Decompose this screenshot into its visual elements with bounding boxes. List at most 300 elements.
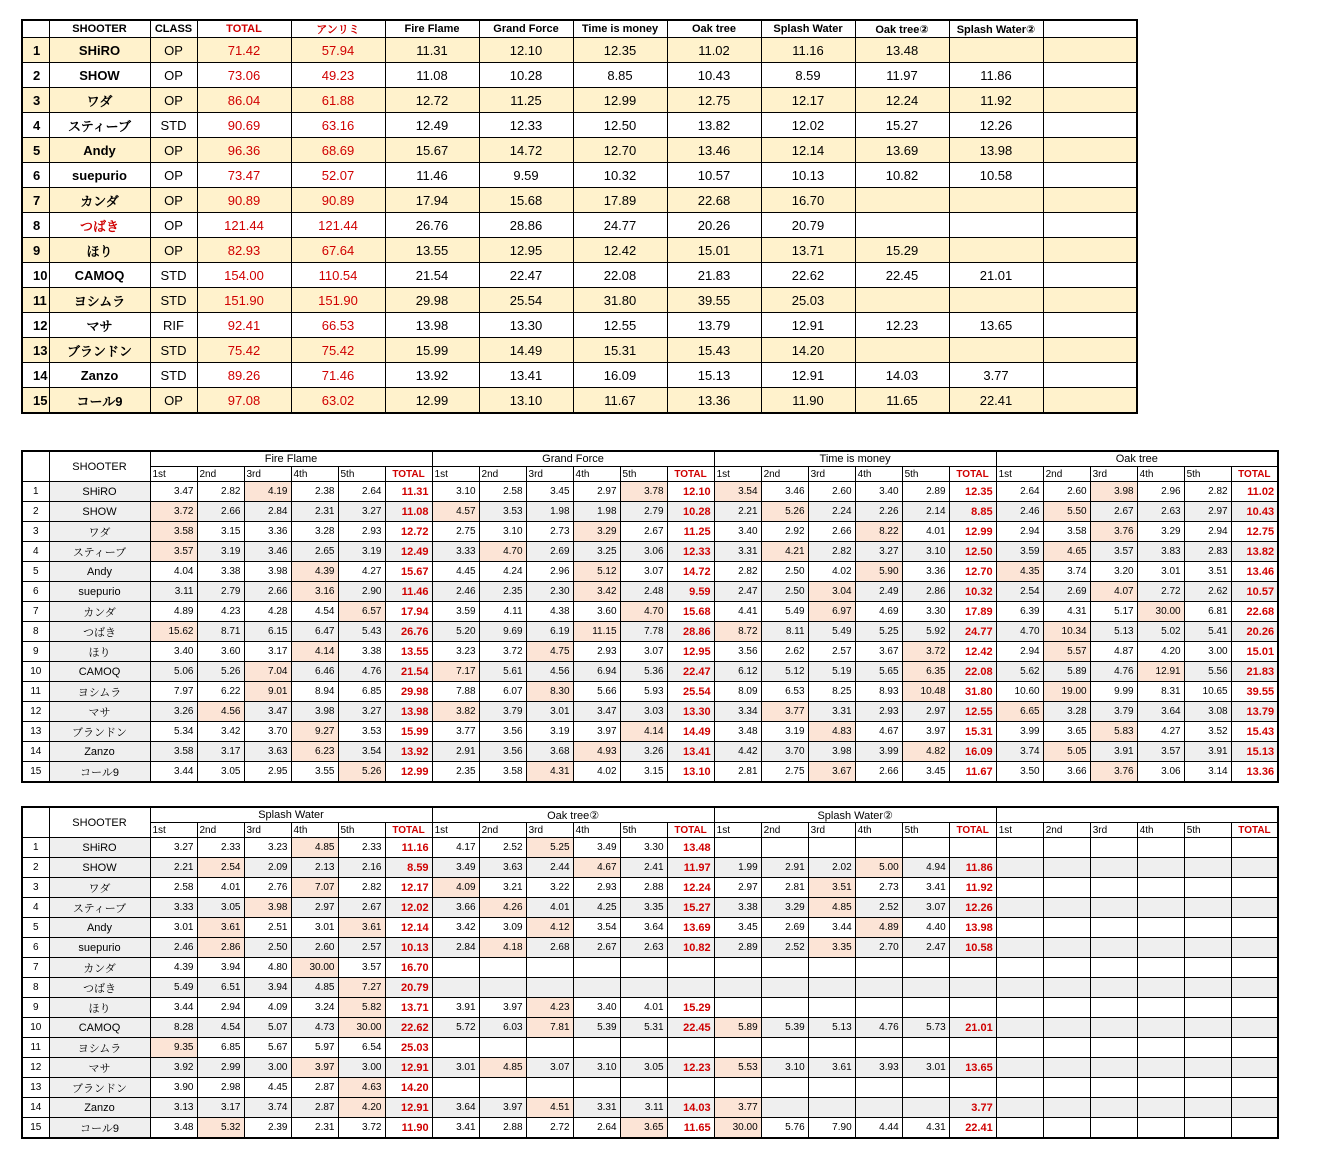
shooter-row bbox=[22, 1098, 1278, 1118]
round-header: 3rd bbox=[526, 823, 573, 838]
round-header: 4th bbox=[291, 467, 338, 482]
round-time-cell: 4.25 bbox=[573, 898, 620, 918]
round-time-cell: 2.33 bbox=[338, 838, 385, 858]
summary-cell: 12.99 bbox=[385, 388, 479, 414]
round-time-cell bbox=[573, 1078, 620, 1098]
summary-cell: 15.27 bbox=[855, 113, 949, 138]
round-time-cell bbox=[855, 958, 902, 978]
round-time-cell: 4.14 bbox=[620, 722, 667, 742]
summary-cell: 13.79 bbox=[667, 313, 761, 338]
round-time-cell: 3.10 bbox=[902, 542, 949, 562]
summary-header-cell: アンリミ bbox=[291, 20, 385, 38]
row-index: 2 bbox=[22, 502, 49, 522]
round-time-cell: 4.51 bbox=[526, 1098, 573, 1118]
round-time-cell: 2.47 bbox=[902, 938, 949, 958]
round-time-cell bbox=[1184, 898, 1231, 918]
round-time-cell: 2.94 bbox=[996, 522, 1043, 542]
round-time-cell: 3.74 bbox=[1043, 562, 1090, 582]
round-time-cell bbox=[714, 1038, 761, 1058]
stage-total-cell: 12.24 bbox=[667, 878, 714, 898]
summary-cell: 17.94 bbox=[385, 188, 479, 213]
stage-total-cell: 13.71 bbox=[385, 998, 432, 1018]
round-time-cell bbox=[1137, 1098, 1184, 1118]
round-time-cell: 2.93 bbox=[573, 878, 620, 898]
summary-cell: Andy bbox=[49, 138, 150, 163]
summary-cell: 10.58 bbox=[949, 163, 1043, 188]
round-time-cell: 3.33 bbox=[150, 898, 197, 918]
row-index: 3 bbox=[22, 878, 49, 898]
summary-cell: 121.44 bbox=[197, 213, 291, 238]
round-time-cell: 5.26 bbox=[338, 762, 385, 783]
shooter-name: Zanzo bbox=[49, 742, 150, 762]
round-time-cell: 4.09 bbox=[244, 998, 291, 1018]
round-time-cell: 3.91 bbox=[1090, 742, 1137, 762]
round-time-cell: 4.27 bbox=[1137, 722, 1184, 742]
round-time-cell: 3.59 bbox=[432, 602, 479, 622]
round-header: 1st bbox=[150, 823, 197, 838]
summary-cell bbox=[1043, 163, 1137, 188]
round-time-cell: 2.38 bbox=[291, 482, 338, 502]
round-time-cell bbox=[1090, 938, 1137, 958]
summary-cell: 21.83 bbox=[667, 263, 761, 288]
summary-cell: 71.46 bbox=[291, 363, 385, 388]
round-time-cell: 4.44 bbox=[855, 1118, 902, 1139]
summary-cell: 13.41 bbox=[479, 363, 573, 388]
round-time-cell: 4.39 bbox=[291, 562, 338, 582]
round-time-cell: 4.56 bbox=[197, 702, 244, 722]
row-index: 5 bbox=[22, 918, 49, 938]
stage-total-cell: 13.69 bbox=[667, 918, 714, 938]
summary-cell: OP bbox=[150, 213, 197, 238]
round-time-cell: 2.84 bbox=[244, 502, 291, 522]
summary-cell: マサ bbox=[49, 313, 150, 338]
summary-cell: 26.76 bbox=[385, 213, 479, 238]
round-time-cell: 5.92 bbox=[902, 622, 949, 642]
shooter-row bbox=[22, 958, 1278, 978]
stage-total-cell: 13.65 bbox=[949, 1058, 996, 1078]
round-time-cell: 5.65 bbox=[855, 662, 902, 682]
round-time-cell: 30.00 bbox=[714, 1118, 761, 1139]
stage-total-cell: 13.79 bbox=[1231, 702, 1278, 722]
summary-cell: 12.10 bbox=[479, 38, 573, 63]
stage-total-cell bbox=[1231, 878, 1278, 898]
round-time-cell: 4.28 bbox=[244, 602, 291, 622]
round-time-cell bbox=[1184, 958, 1231, 978]
summary-cell: 20.26 bbox=[667, 213, 761, 238]
shooter-row bbox=[22, 662, 1278, 682]
shooter-name: Zanzo bbox=[49, 1098, 150, 1118]
index-header bbox=[22, 807, 49, 838]
round-time-cell bbox=[855, 998, 902, 1018]
stage-total-cell: 13.92 bbox=[385, 742, 432, 762]
round-time-cell: 2.97 bbox=[714, 878, 761, 898]
round-time-cell: 3.99 bbox=[996, 722, 1043, 742]
round-header: 4th bbox=[855, 467, 902, 482]
stage-total-cell: 15.68 bbox=[667, 602, 714, 622]
round-time-cell: 3.27 bbox=[338, 502, 385, 522]
summary-cell: 12.23 bbox=[855, 313, 949, 338]
round-time-cell bbox=[996, 1078, 1043, 1098]
round-time-cell: 3.06 bbox=[620, 542, 667, 562]
round-header: 4th bbox=[855, 823, 902, 838]
round-time-cell: 3.74 bbox=[996, 742, 1043, 762]
round-time-cell: 5.19 bbox=[808, 662, 855, 682]
stage-total-cell: 13.98 bbox=[385, 702, 432, 722]
summary-cell: 6 bbox=[22, 163, 49, 188]
round-header: 1st bbox=[432, 467, 479, 482]
round-time-cell bbox=[573, 1038, 620, 1058]
round-time-cell: 3.47 bbox=[244, 702, 291, 722]
round-time-cell: 4.94 bbox=[902, 858, 949, 878]
stage-total-cell: 31.80 bbox=[949, 682, 996, 702]
summary-row bbox=[22, 88, 1137, 113]
round-time-cell: 9.27 bbox=[291, 722, 338, 742]
summary-cell: 73.06 bbox=[197, 63, 291, 88]
round-time-cell bbox=[1090, 1118, 1137, 1139]
round-time-cell: 2.73 bbox=[526, 522, 573, 542]
round-header: 5th bbox=[338, 823, 385, 838]
summary-cell: 49.23 bbox=[291, 63, 385, 88]
stage-header-row bbox=[22, 807, 1278, 823]
round-time-cell: 3.10 bbox=[479, 522, 526, 542]
round-time-cell: 5.76 bbox=[761, 1118, 808, 1139]
summary-header-cell: Grand Force bbox=[479, 20, 573, 38]
round-time-cell: 3.68 bbox=[526, 742, 573, 762]
round-time-cell bbox=[996, 1098, 1043, 1118]
round-header: 2nd bbox=[197, 823, 244, 838]
round-time-cell: 3.44 bbox=[150, 998, 197, 1018]
round-time-cell bbox=[996, 878, 1043, 898]
round-time-cell: 4.82 bbox=[902, 742, 949, 762]
round-time-cell: 4.76 bbox=[338, 662, 385, 682]
round-time-cell: 4.01 bbox=[197, 878, 244, 898]
round-time-cell: 6.12 bbox=[714, 662, 761, 682]
shooter-row bbox=[22, 1038, 1278, 1058]
round-time-cell: 3.20 bbox=[1090, 562, 1137, 582]
round-time-cell: 5.53 bbox=[714, 1058, 761, 1078]
summary-cell: 14.72 bbox=[479, 138, 573, 163]
row-index: 15 bbox=[22, 762, 49, 783]
summary-header-cell bbox=[22, 20, 49, 38]
stage-total-cell bbox=[1231, 938, 1278, 958]
round-time-cell: 5.32 bbox=[197, 1118, 244, 1139]
shooter-row bbox=[22, 1078, 1278, 1098]
round-time-cell: 2.46 bbox=[150, 938, 197, 958]
round-time-cell: 4.69 bbox=[855, 602, 902, 622]
round-time-cell: 4.75 bbox=[526, 642, 573, 662]
round-time-cell: 3.38 bbox=[338, 642, 385, 662]
round-time-cell: 4.39 bbox=[150, 958, 197, 978]
round-time-cell: 5.49 bbox=[808, 622, 855, 642]
round-time-cell: 2.16 bbox=[338, 858, 385, 878]
round-time-cell: 3.72 bbox=[150, 502, 197, 522]
round-time-cell: 2.63 bbox=[620, 938, 667, 958]
stage-total-cell: 15.67 bbox=[385, 562, 432, 582]
round-time-cell: 2.69 bbox=[1043, 582, 1090, 602]
round-time-cell: 2.95 bbox=[244, 762, 291, 783]
stage-total-cell bbox=[1231, 918, 1278, 938]
round-time-cell: 6.85 bbox=[338, 682, 385, 702]
summary-cell: ワダ bbox=[49, 88, 150, 113]
round-time-cell: 3.64 bbox=[1137, 702, 1184, 722]
round-time-cell: 3.58 bbox=[1043, 522, 1090, 542]
round-time-cell: 4.26 bbox=[479, 898, 526, 918]
summary-cell: スティーブ bbox=[49, 113, 150, 138]
round-time-cell: 3.19 bbox=[197, 542, 244, 562]
stage-total-cell: 29.98 bbox=[385, 682, 432, 702]
round-time-cell: 2.94 bbox=[1184, 522, 1231, 542]
round-time-cell: 4.65 bbox=[1043, 542, 1090, 562]
round-time-cell: 3.59 bbox=[996, 542, 1043, 562]
summary-cell bbox=[1043, 313, 1137, 338]
shooter-name: ほり bbox=[49, 998, 150, 1018]
summary-row bbox=[22, 213, 1137, 238]
round-time-cell: 3.72 bbox=[338, 1118, 385, 1139]
round-header: 4th bbox=[1137, 823, 1184, 838]
round-time-cell: 3.60 bbox=[573, 602, 620, 622]
round-time-cell: 4.41 bbox=[714, 602, 761, 622]
summary-cell: 12.49 bbox=[385, 113, 479, 138]
shooter-name: SHiRO bbox=[49, 482, 150, 502]
stage-total-cell: 21.54 bbox=[385, 662, 432, 682]
round-time-cell bbox=[1090, 838, 1137, 858]
round-time-cell: 3.00 bbox=[338, 1058, 385, 1078]
round-header: 3rd bbox=[808, 467, 855, 482]
round-time-cell bbox=[808, 1098, 855, 1118]
stage-total-cell: 12.70 bbox=[949, 562, 996, 582]
round-time-cell: 3.65 bbox=[1043, 722, 1090, 742]
stage-total-cell: 25.03 bbox=[385, 1038, 432, 1058]
shooter-row bbox=[22, 702, 1278, 722]
shooter-name: SHOW bbox=[49, 502, 150, 522]
round-time-cell: 2.50 bbox=[761, 582, 808, 602]
summary-cell: CAMOQ bbox=[49, 263, 150, 288]
summary-header-cell: Oak tree bbox=[667, 20, 761, 38]
round-time-cell: 4.85 bbox=[479, 1058, 526, 1078]
total-header: TOTAL bbox=[667, 823, 714, 838]
summary-cell: 90.89 bbox=[291, 188, 385, 213]
round-time-cell: 3.01 bbox=[902, 1058, 949, 1078]
round-time-cell: 2.48 bbox=[620, 582, 667, 602]
stage-total-cell: 12.99 bbox=[949, 522, 996, 542]
round-time-cell: 8.09 bbox=[714, 682, 761, 702]
round-time-cell: 8.72 bbox=[714, 622, 761, 642]
round-time-cell: 3.64 bbox=[432, 1098, 479, 1118]
total-header: TOTAL bbox=[949, 467, 996, 482]
stage-total-cell: 39.55 bbox=[1231, 682, 1278, 702]
summary-cell: 15.43 bbox=[667, 338, 761, 363]
summary-row bbox=[22, 38, 1137, 63]
round-header: 3rd bbox=[1090, 467, 1137, 482]
summary-cell: 11.90 bbox=[761, 388, 855, 414]
round-time-cell: 2.86 bbox=[197, 938, 244, 958]
round-time-cell: 4.45 bbox=[244, 1078, 291, 1098]
total-header: TOTAL bbox=[949, 823, 996, 838]
round-time-cell: 3.36 bbox=[902, 562, 949, 582]
stage-total-cell: 11.86 bbox=[949, 858, 996, 878]
round-time-cell: 4.02 bbox=[808, 562, 855, 582]
summary-cell bbox=[1043, 138, 1137, 163]
round-time-cell: 2.94 bbox=[996, 642, 1043, 662]
round-time-cell: 4.02 bbox=[573, 762, 620, 783]
summary-cell bbox=[1043, 213, 1137, 238]
round-time-cell: 2.35 bbox=[479, 582, 526, 602]
round-time-cell: 3.63 bbox=[244, 742, 291, 762]
round-time-cell: 3.98 bbox=[244, 562, 291, 582]
stage-total-cell: 12.33 bbox=[667, 542, 714, 562]
round-time-cell: 5.34 bbox=[150, 722, 197, 742]
summary-cell: 12.99 bbox=[573, 88, 667, 113]
stage-total-cell: 8.59 bbox=[385, 858, 432, 878]
round-time-cell: 3.97 bbox=[291, 1058, 338, 1078]
round-time-cell bbox=[808, 1038, 855, 1058]
summary-cell: 11.31 bbox=[385, 38, 479, 63]
row-index: 10 bbox=[22, 662, 49, 682]
round-time-cell bbox=[1184, 998, 1231, 1018]
shooter-row bbox=[22, 742, 1278, 762]
round-time-cell bbox=[1090, 978, 1137, 998]
round-time-cell: 3.38 bbox=[714, 898, 761, 918]
summary-cell: 11 bbox=[22, 288, 49, 313]
round-time-cell: 3.26 bbox=[150, 702, 197, 722]
round-time-cell: 3.45 bbox=[902, 762, 949, 783]
stage-total-cell: 20.26 bbox=[1231, 622, 1278, 642]
shooter-row bbox=[22, 602, 1278, 622]
shooter-name: ヨシムラ bbox=[49, 682, 150, 702]
summary-cell: 15.99 bbox=[385, 338, 479, 363]
summary-cell: 2 bbox=[22, 63, 49, 88]
stage-total-cell: 12.42 bbox=[949, 642, 996, 662]
round-time-cell: 4.76 bbox=[855, 1018, 902, 1038]
round-time-cell: 6.35 bbox=[902, 662, 949, 682]
round-time-cell bbox=[1043, 918, 1090, 938]
round-time-cell bbox=[761, 1098, 808, 1118]
round-time-cell: 3.79 bbox=[479, 702, 526, 722]
round-time-cell: 6.65 bbox=[996, 702, 1043, 722]
summary-cell: 121.44 bbox=[291, 213, 385, 238]
round-header: 5th bbox=[1184, 467, 1231, 482]
stage-total-cell bbox=[949, 1038, 996, 1058]
total-header: TOTAL bbox=[1231, 823, 1278, 838]
round-time-cell bbox=[1137, 1018, 1184, 1038]
round-time-cell: 3.60 bbox=[197, 642, 244, 662]
summary-cell bbox=[855, 213, 949, 238]
row-index: 1 bbox=[22, 482, 49, 502]
round-time-cell: 5.82 bbox=[338, 998, 385, 1018]
stage-total-cell bbox=[1231, 1118, 1278, 1139]
round-time-cell: 4.18 bbox=[479, 938, 526, 958]
round-time-cell: 2.41 bbox=[620, 858, 667, 878]
round-time-cell bbox=[1184, 1098, 1231, 1118]
round-time-cell bbox=[1137, 978, 1184, 998]
summary-cell: 12.14 bbox=[761, 138, 855, 163]
round-time-cell: 4.19 bbox=[244, 482, 291, 502]
total-header: TOTAL bbox=[385, 467, 432, 482]
round-time-cell: 4.67 bbox=[573, 858, 620, 878]
round-time-cell: 3.78 bbox=[620, 482, 667, 502]
round-time-cell bbox=[902, 998, 949, 1018]
round-header: 2nd bbox=[479, 823, 526, 838]
round-time-cell: 3.40 bbox=[573, 998, 620, 1018]
summary-cell: 14.49 bbox=[479, 338, 573, 363]
round-header: 2nd bbox=[761, 467, 808, 482]
round-time-cell: 4.70 bbox=[996, 622, 1043, 642]
round-time-cell: 3.56 bbox=[714, 642, 761, 662]
round-time-cell bbox=[855, 1098, 902, 1118]
round-time-cell bbox=[526, 1078, 573, 1098]
summary-cell bbox=[1043, 113, 1137, 138]
row-index: 14 bbox=[22, 1098, 49, 1118]
round-time-cell bbox=[902, 978, 949, 998]
round-time-cell: 4.85 bbox=[291, 978, 338, 998]
summary-cell bbox=[1043, 263, 1137, 288]
round-time-cell bbox=[1043, 878, 1090, 898]
round-time-cell bbox=[573, 958, 620, 978]
shooter-row bbox=[22, 878, 1278, 898]
shooter-row bbox=[22, 502, 1278, 522]
round-time-cell: 5.41 bbox=[1184, 622, 1231, 642]
summary-cell: 66.53 bbox=[291, 313, 385, 338]
shooter-name: コール9 bbox=[49, 1118, 150, 1139]
row-index: 10 bbox=[22, 1018, 49, 1038]
round-time-cell: 5.61 bbox=[479, 662, 526, 682]
round-time-cell: 3.07 bbox=[620, 642, 667, 662]
summary-cell: 67.64 bbox=[291, 238, 385, 263]
shooter-row bbox=[22, 1118, 1278, 1139]
round-time-cell: 3.58 bbox=[479, 762, 526, 783]
round-time-cell bbox=[902, 1078, 949, 1098]
round-time-cell: 3.27 bbox=[855, 542, 902, 562]
round-time-cell: 2.94 bbox=[197, 998, 244, 1018]
row-index: 2 bbox=[22, 858, 49, 878]
summary-cell bbox=[949, 238, 1043, 263]
summary-cell bbox=[949, 213, 1043, 238]
round-time-cell bbox=[1043, 998, 1090, 1018]
summary-cell: 10.28 bbox=[479, 63, 573, 88]
round-time-cell bbox=[1137, 838, 1184, 858]
round-time-cell: 2.13 bbox=[291, 858, 338, 878]
round-time-cell: 3.49 bbox=[573, 838, 620, 858]
summary-cell: 13.82 bbox=[667, 113, 761, 138]
summary-cell: 10.13 bbox=[761, 163, 855, 188]
shooter-name: ブランドン bbox=[49, 1078, 150, 1098]
round-time-cell bbox=[620, 1078, 667, 1098]
summary-cell bbox=[949, 188, 1043, 213]
stage-total-cell: 14.72 bbox=[667, 562, 714, 582]
round-time-cell: 2.70 bbox=[855, 938, 902, 958]
round-time-cell: 2.51 bbox=[244, 918, 291, 938]
round-time-cell: 2.60 bbox=[808, 482, 855, 502]
round-time-cell bbox=[1137, 878, 1184, 898]
round-time-cell: 5.57 bbox=[1043, 642, 1090, 662]
summary-cell: 90.69 bbox=[197, 113, 291, 138]
round-time-cell: 3.47 bbox=[150, 482, 197, 502]
round-time-cell: 3.66 bbox=[1043, 762, 1090, 783]
round-time-cell bbox=[1184, 1078, 1231, 1098]
round-time-cell bbox=[902, 958, 949, 978]
round-time-cell bbox=[432, 1038, 479, 1058]
round-time-cell: 2.96 bbox=[526, 562, 573, 582]
round-time-cell: 30.00 bbox=[338, 1018, 385, 1038]
round-time-cell: 5.49 bbox=[150, 978, 197, 998]
round-time-cell bbox=[1184, 858, 1231, 878]
round-time-cell: 3.76 bbox=[1090, 762, 1137, 783]
shooter-name: マサ bbox=[49, 1058, 150, 1078]
summary-cell: 11.92 bbox=[949, 88, 1043, 113]
shooter-row bbox=[22, 522, 1278, 542]
shooter-name: Andy bbox=[49, 562, 150, 582]
stage-total-cell: 17.89 bbox=[949, 602, 996, 622]
